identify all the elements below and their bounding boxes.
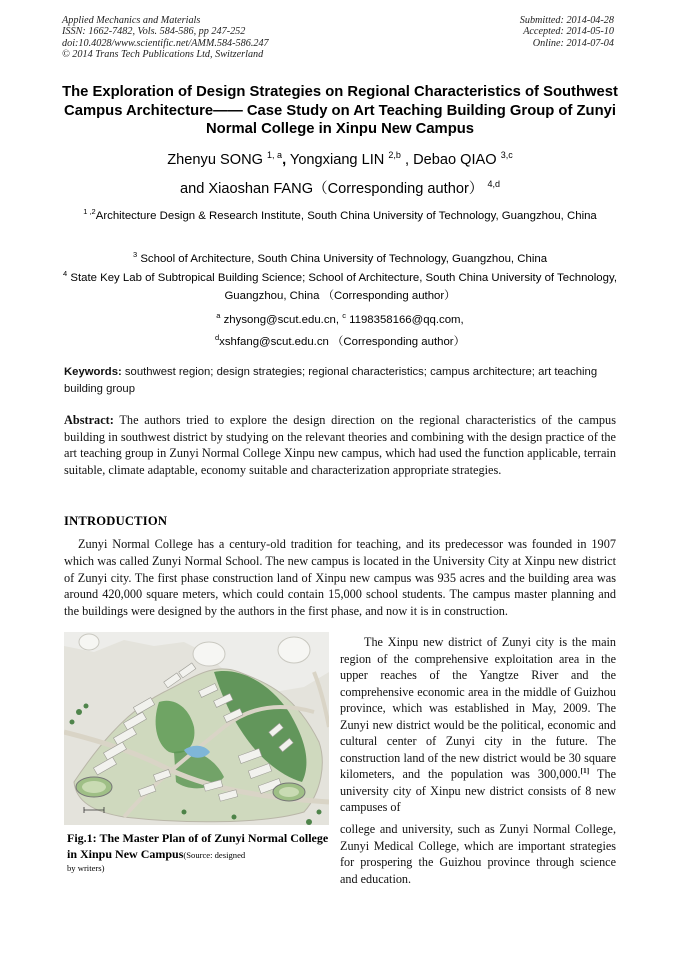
paper-title: The Exploration of Design Strategies on Regional Characteristics of Southwest Campus Architecture—— Case Study on Art Teaching Building Group of Zunyi Normal College in Xinpu New Campus	[62, 84, 618, 138]
author-name: Zhenyu SONG	[167, 152, 263, 168]
intro-paragraph-2: The Xinpu new district of Zunyi city is the main region of the comprehensive exploitation area in the upper reaches of the Yangtze River and the comprehensive economic area in the middle of Guizhou province, which was established in May, 2009. The Zunyi new district would be the political, economic and cultural center of Zunyi city in the future. The construction land of the new district would be 30 square kilometers, and the population was 300,000.[1] The university city of Xinpu new district consists of 8 new campuses of	[340, 635, 616, 814]
author-affiliation-mark: 1, a	[267, 150, 283, 160]
author-name: Yongxiang LIN	[289, 152, 385, 168]
figure-caption-source-2: by writers)	[67, 863, 105, 873]
abstract-label: Abstract:	[64, 413, 114, 427]
master-plan-figure	[64, 632, 329, 825]
accepted-date: Accepted: 2014-05-10	[523, 26, 614, 38]
section-heading-introduction: INTRODUCTION	[64, 514, 168, 528]
affiliation-3: $^4$ State Key Lab of Subtropical Building Science; School of Architecture, South China University of Technology, Guangzhou, China （Corresponding author）	[63, 269, 617, 302]
email-link[interactable]: zhysong@scut.edu.cn,	[223, 314, 340, 326]
citation-ref[interactable]: [1]	[580, 766, 590, 775]
journal-header	[62, 15, 269, 61]
figure-caption	[67, 830, 331, 873]
affiliation-2: $^3$ School of Architecture, South China University of Technology, Guangzhou, China	[132, 250, 548, 265]
author-line-1: Zhenyu SONG $^{1, a}$, Yongxiang LIN $^{2,b}$ , Debao QIAO $^{3,c}$	[167, 150, 513, 168]
author-affiliation-mark: 3,c	[500, 150, 513, 160]
figure-caption-source: (Source: designed	[183, 850, 246, 860]
email-link[interactable]: 1198358166@qq.com,	[349, 314, 464, 326]
abstract-text: The authors tried to explore the design direction on the regional characteristics of the campus building in southwest district by studying on the relevant theories and combining with the design practice of the art teaching group in Zunyi Normal College Xinpu new campus, which had used the function applicable, terrain suitable, climate adaptable, economy suitable and characterization appropriate strategies.	[64, 413, 616, 477]
abstract-block	[64, 412, 616, 478]
copyright-line: © 2014 Trans Tech Publications Ltd, Switzerland	[62, 49, 264, 61]
keywords-label: Keywords:	[64, 366, 122, 378]
author-name: Debao QIAO	[413, 152, 497, 168]
keywords-block	[64, 364, 616, 397]
online-date: Online: 2014-07-04	[532, 37, 614, 49]
intro-paragraph-1: Zunyi Normal College has a century-old tradition for teaching, and its predecessor was founded in 1907 which was called Zunyi Normal School. The new campus is located in the University City at Xinpu new district of Zunyi city. The first phase construction land of Xinpu new campus was 935 acres and the building area was around 420,000 square meters, which could contain 15,000 school students. The campus master planning and the buildings were designed by the authors in the first phase, and now it is in construction.	[64, 537, 616, 619]
author-affiliation-mark: 4,d	[487, 179, 500, 189]
affiliation-1: $^{1 ,2}$Architecture Design & Research Institute, South China University of Technology, Guangzhou, China	[83, 207, 597, 222]
doi-line: doi:10.4028/www.scientific.net/AMM.584-586.247	[62, 37, 269, 49]
email-link[interactable]: xshfang@scut.edu.cn （Corresponding author）	[219, 336, 465, 348]
author-name: and Xiaoshan FANG（Corresponding author）	[180, 181, 484, 197]
author-affiliation-mark: 2,b	[388, 150, 401, 160]
issn-line: ISSN: 1662-7482, Vols. 584-586, pp 247-252	[62, 26, 246, 38]
email-line-1: $^a$ zhysong@scut.edu.cn, $^c$ 1198358166@qq.com,	[216, 311, 464, 326]
email-line-2: $^d$xshfang@scut.edu.cn （Corresponding author）	[214, 333, 465, 348]
author-line-2	[60, 177, 620, 198]
intro-paragraph-2-continued: college and university, such as Zunyi Normal College, Zunyi Medical College, which are important strategies for prospering the Guizhou province through science and education.	[340, 822, 616, 886]
dates-header	[520, 15, 614, 49]
figure-caption-title: Fig.1: The Master Plan of of Zunyi Normal College in Xinpu New Campus	[67, 831, 329, 861]
submitted-date: Submitted: 2014-04-28	[519, 15, 614, 26]
keywords-text: southwest region; design strategies; regional characteristics; campus architecture; art teaching building group	[64, 366, 598, 395]
master-plan-image	[64, 632, 329, 825]
journal-name: Applied Mechanics and Materials	[62, 15, 201, 26]
